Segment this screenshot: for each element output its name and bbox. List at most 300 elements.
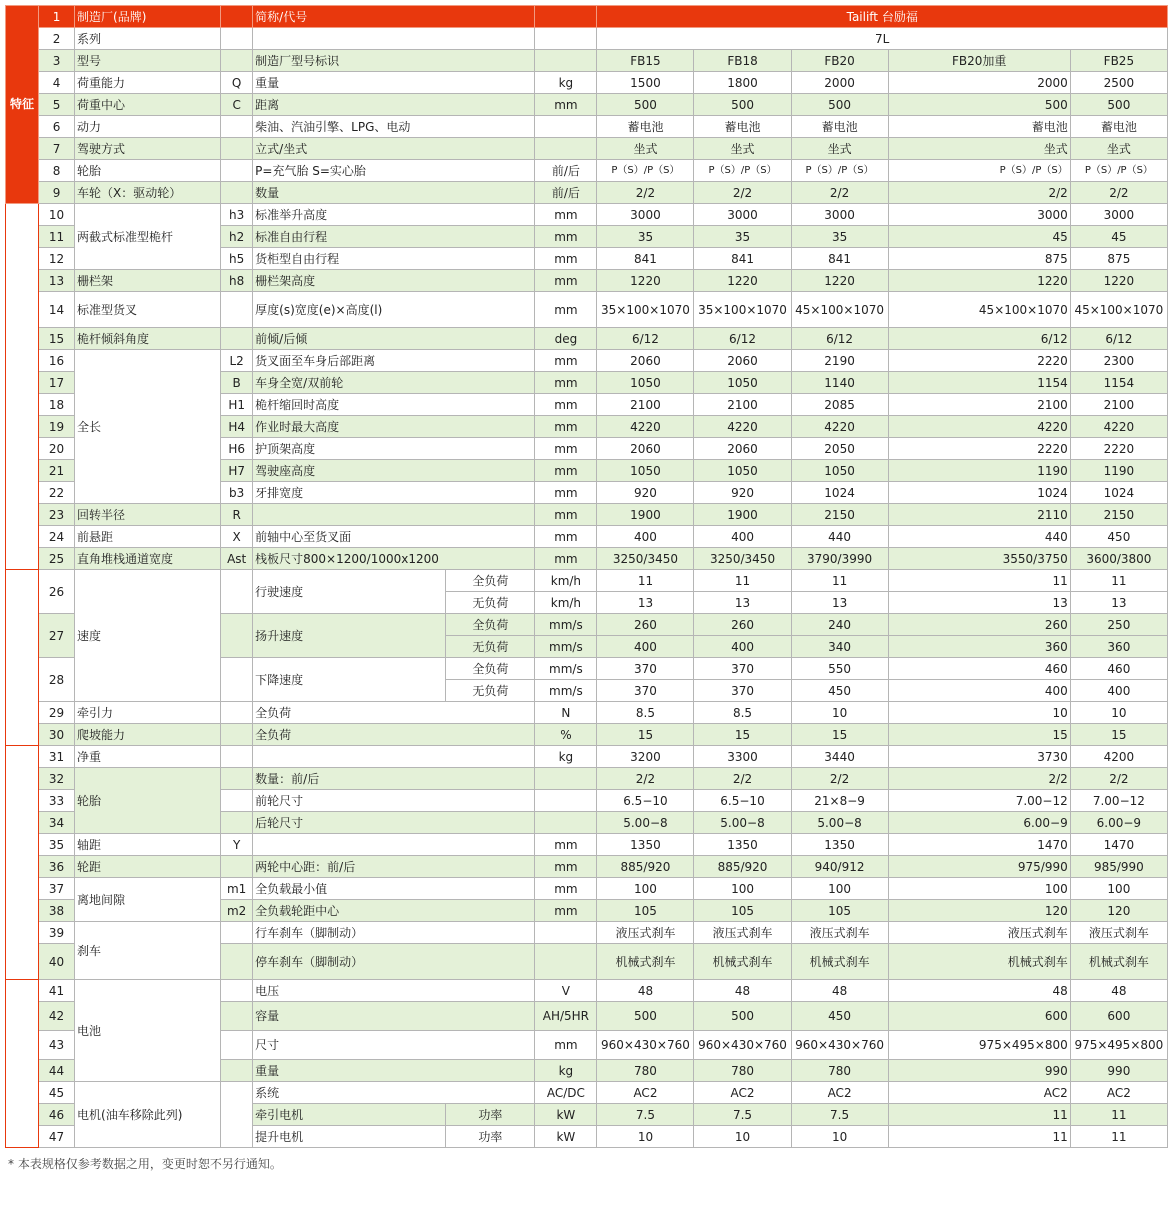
value-cell: 340: [791, 636, 888, 658]
row-name: 立式/坐式: [253, 138, 535, 160]
value-cell: 3250/3450: [694, 548, 791, 570]
table-cell: [221, 570, 253, 614]
section-label-performance: 性能: [6, 570, 39, 746]
table-row: [6, 350, 1168, 372]
table-row: [6, 526, 1168, 548]
row-code: [221, 702, 253, 724]
value-cell: 3000: [791, 204, 888, 226]
value-cell: 35×100×1070: [694, 292, 791, 328]
row-number: 9: [39, 182, 75, 204]
value-cell: 1154: [1070, 372, 1167, 394]
value-cell: 3000: [1070, 204, 1167, 226]
table-row: [6, 292, 1168, 328]
row-number: 42: [39, 1002, 75, 1031]
value-cell: 3250/3450: [597, 548, 694, 570]
row-code: [221, 328, 253, 350]
value-cell: 13: [888, 592, 1070, 614]
value-cell: 450: [791, 680, 888, 702]
value-cell: 450: [791, 1002, 888, 1031]
value-cell: 975×495×800: [1070, 1031, 1167, 1060]
value-cell: 2/2: [888, 768, 1070, 790]
value-cell: 400: [694, 526, 791, 548]
value-cell: 1470: [1070, 834, 1167, 856]
value-cell: 260: [694, 614, 791, 636]
value-cell: 100: [694, 878, 791, 900]
row-unit: kg: [535, 72, 597, 94]
value-cell: 3440: [791, 746, 888, 768]
spec-table: [5, 5, 1168, 1148]
value-cell: 2/2: [1070, 182, 1167, 204]
row-name: 电压: [253, 980, 535, 1002]
row-unit: mm: [535, 394, 597, 416]
value-cell: 975×495×800: [888, 1031, 1070, 1060]
row-code: [221, 922, 253, 944]
row-unit: mm: [535, 526, 597, 548]
value-cell: 960×430×760: [791, 1031, 888, 1060]
value-cell: 48: [1070, 980, 1167, 1002]
value-cell: 10: [791, 702, 888, 724]
model-name: FB20加重: [888, 50, 1070, 72]
value-cell: 600: [1070, 1002, 1167, 1031]
table-row: [6, 116, 1168, 138]
value-cell: 8.5: [694, 702, 791, 724]
row-number: 36: [39, 856, 75, 878]
value-cell: 440: [888, 526, 1070, 548]
table-row: [6, 922, 1168, 944]
table-cell: [535, 28, 597, 50]
value-cell: 蓄电池: [597, 116, 694, 138]
value-cell: 990: [1070, 1060, 1167, 1082]
value-cell: 105: [791, 900, 888, 922]
row-unit: kW: [535, 1126, 597, 1148]
row-unit: mm: [535, 438, 597, 460]
row-code: [221, 856, 253, 878]
value-cell: 1220: [791, 270, 888, 292]
value-cell: 2/2: [791, 182, 888, 204]
row-code: h8: [221, 270, 253, 292]
value-cell: 21×8−9: [791, 790, 888, 812]
row-code: R: [221, 504, 253, 526]
value-cell: 11: [888, 570, 1070, 592]
row-number: 30: [39, 724, 75, 746]
row-code: H1: [221, 394, 253, 416]
row-label: 荷重中心: [75, 94, 221, 116]
value-cell: 2/2: [1070, 768, 1167, 790]
row-name: 货叉面至车身后部距离: [253, 350, 535, 372]
row-code: Ast: [221, 548, 253, 570]
value-cell: 6.00−9: [1070, 812, 1167, 834]
value-cell: 10: [888, 702, 1070, 724]
table-row: [6, 548, 1168, 570]
value-cell: 液压式刹车: [597, 922, 694, 944]
table-row: [6, 768, 1168, 790]
row-code: [221, 116, 253, 138]
row-name: 货柜型自由行程: [253, 248, 535, 270]
value-cell: 11: [1070, 1104, 1167, 1126]
value-cell: 1350: [597, 834, 694, 856]
row-unit: [535, 922, 597, 944]
value-cell: 蓄电池: [888, 116, 1070, 138]
row-number: 13: [39, 270, 75, 292]
row-label: 电池: [75, 980, 221, 1082]
value-cell: 1050: [791, 460, 888, 482]
row-name: 标准举升高度: [253, 204, 535, 226]
row-name: 前轴中心至货叉面: [253, 526, 535, 548]
value-cell: 105: [597, 900, 694, 922]
value-cell: 1900: [694, 504, 791, 526]
row-unit: mm: [535, 292, 597, 328]
value-cell: 7.5: [791, 1104, 888, 1126]
value-cell: 坐式: [791, 138, 888, 160]
value-cell: 10: [694, 1126, 791, 1148]
row-code: H4: [221, 416, 253, 438]
row-unit: mm: [535, 350, 597, 372]
value-cell: 11: [888, 1104, 1070, 1126]
value-cell: 360: [888, 636, 1070, 658]
row-label: 型号: [75, 50, 221, 72]
row-unit: km/h: [535, 570, 597, 592]
value-cell: 5.00−8: [597, 812, 694, 834]
value-cell: 2110: [888, 504, 1070, 526]
value-cell: 120: [888, 900, 1070, 922]
value-cell: 370: [597, 680, 694, 702]
row-name: 前倾/后倾: [253, 328, 535, 350]
value-cell: 120: [1070, 900, 1167, 922]
value-cell: 460: [888, 658, 1070, 680]
row-code: [221, 746, 253, 768]
value-cell: 780: [597, 1060, 694, 1082]
value-cell: 1220: [888, 270, 1070, 292]
row-number: 43: [39, 1031, 75, 1060]
row-code: m2: [221, 900, 253, 922]
row-unit: mm: [535, 548, 597, 570]
value-cell: 2220: [888, 350, 1070, 372]
value-cell: AC2: [888, 1082, 1070, 1104]
value-cell: 920: [597, 482, 694, 504]
row-unit: mm: [535, 834, 597, 856]
value-cell: 4220: [1070, 416, 1167, 438]
row-label: 荷重能力: [75, 72, 221, 94]
value-cell: 10: [791, 1126, 888, 1148]
value-cell: 2190: [791, 350, 888, 372]
value-cell: 1050: [694, 372, 791, 394]
row-name: 重量: [253, 1060, 535, 1082]
value-cell: 2060: [597, 438, 694, 460]
value-cell: 15: [888, 724, 1070, 746]
value-cell: 780: [694, 1060, 791, 1082]
row-name: 驾驶座高度: [253, 460, 535, 482]
row-name: 桅杆缩回时高度: [253, 394, 535, 416]
row-number: 26: [39, 570, 75, 614]
value-cell: 500: [791, 94, 888, 116]
row-code: m1: [221, 878, 253, 900]
value-cell: 液压式刹车: [791, 922, 888, 944]
row-label: 两截式标准型桅杆: [75, 204, 221, 270]
row-unit: AH/5HR: [535, 1002, 597, 1031]
row-unit: [535, 790, 597, 812]
footnote: * 本表规格仅参考数据之用，变更时恕不另行通知。: [8, 1157, 282, 1171]
value-cell: 3600/3800: [1070, 548, 1167, 570]
row-label: 动力: [75, 116, 221, 138]
value-cell: 240: [791, 614, 888, 636]
value-cell: 440: [791, 526, 888, 548]
value-cell: 15: [694, 724, 791, 746]
value-cell: 蓄电池: [694, 116, 791, 138]
table-row: [6, 1082, 1168, 1104]
row-number: 34: [39, 812, 75, 834]
value-cell: 4220: [791, 416, 888, 438]
spec-table-body: [6, 6, 1168, 1148]
row-name: 行车刹车（脚制动）: [253, 922, 535, 944]
value-cell: 100: [597, 878, 694, 900]
row-name: [253, 504, 535, 526]
table-row: [6, 570, 1168, 592]
row-number: 46: [39, 1104, 75, 1126]
row-unit: mm/s: [535, 658, 597, 680]
row-unit: km/h: [535, 592, 597, 614]
table-row: [6, 72, 1168, 94]
row-number: 11: [39, 226, 75, 248]
row-label: 爬坡能力: [75, 724, 221, 746]
row-code: [221, 790, 253, 812]
row-unit: mm: [535, 270, 597, 292]
value-cell: 500: [694, 94, 791, 116]
row-code: [221, 1031, 253, 1060]
row-name: 停车刹车（脚制动）: [253, 944, 535, 980]
row-label: 回转半径: [75, 504, 221, 526]
row-label: 前悬距: [75, 526, 221, 548]
value-cell: 100: [888, 878, 1070, 900]
value-cell: 45: [1070, 226, 1167, 248]
row-number: 41: [39, 980, 75, 1002]
row-number: 1: [39, 6, 75, 28]
value-cell: 2/2: [888, 182, 1070, 204]
value-cell: 1190: [1070, 460, 1167, 482]
row-name: 全负荷: [253, 702, 535, 724]
value-cell: 15: [1070, 724, 1167, 746]
table-cell: [535, 6, 597, 28]
row-number: 47: [39, 1126, 75, 1148]
row-code: [221, 292, 253, 328]
value-cell: 2/2: [791, 768, 888, 790]
value-cell: 841: [791, 248, 888, 270]
table-row: [6, 138, 1168, 160]
value-cell: 10: [1070, 702, 1167, 724]
row-label: 电机(油车移除此列): [75, 1082, 221, 1148]
row-sub: 全负荷: [446, 614, 535, 636]
value-cell: 780: [791, 1060, 888, 1082]
value-cell: 45×100×1070: [1070, 292, 1167, 328]
row-number: 33: [39, 790, 75, 812]
row-number: 32: [39, 768, 75, 790]
value-cell: 500: [694, 1002, 791, 1031]
section-label-drive: 驱动: [6, 980, 39, 1148]
row-unit: mm/s: [535, 636, 597, 658]
value-cell: 2500: [1070, 72, 1167, 94]
value-cell: 885/920: [597, 856, 694, 878]
value-cell: 7.00−12: [1070, 790, 1167, 812]
value-cell: 500: [1070, 94, 1167, 116]
table-row: [6, 504, 1168, 526]
row-code: [221, 1002, 253, 1031]
row-name: 扬升速度: [253, 614, 446, 658]
table-cell: [221, 1082, 253, 1148]
value-cell: 2060: [597, 350, 694, 372]
row-number: 19: [39, 416, 75, 438]
value-cell: 5.00−8: [694, 812, 791, 834]
row-sub: 全负荷: [446, 658, 535, 680]
value-cell: 机械式刹车: [694, 944, 791, 980]
value-cell: 400: [694, 636, 791, 658]
row-number: 25: [39, 548, 75, 570]
row-name: 车身全宽/双前轮: [253, 372, 535, 394]
value-cell: 1050: [597, 460, 694, 482]
value-cell: 500: [597, 94, 694, 116]
value-cell: 11: [694, 570, 791, 592]
value-cell: 蓄电池: [791, 116, 888, 138]
row-name: [253, 834, 535, 856]
row-sub: 全负荷: [446, 570, 535, 592]
value-cell: 100: [1070, 878, 1167, 900]
value-cell: 2300: [1070, 350, 1167, 372]
row-label: 净重: [75, 746, 221, 768]
value-cell: 2150: [1070, 504, 1167, 526]
row-code: H7: [221, 460, 253, 482]
row-name: 标准自由行程: [253, 226, 535, 248]
row-label: 轮距: [75, 856, 221, 878]
row-unit: mm: [535, 248, 597, 270]
row-name: 重量: [253, 72, 535, 94]
value-cell: 15: [791, 724, 888, 746]
table-row: [6, 746, 1168, 768]
row-code: [221, 1060, 253, 1082]
table-cell: [221, 658, 253, 702]
row-label: 车轮（X：驱动轮）: [75, 182, 221, 204]
value-cell: 460: [1070, 658, 1167, 680]
row-unit: [535, 116, 597, 138]
value-cell: 3790/3990: [791, 548, 888, 570]
value-cell: 11: [1070, 1126, 1167, 1148]
value-cell: 5.00−8: [791, 812, 888, 834]
value-cell: 7.5: [597, 1104, 694, 1126]
value-cell: 1350: [791, 834, 888, 856]
value-cell: 370: [694, 658, 791, 680]
row-name: 前轮尺寸: [253, 790, 535, 812]
row-label: 离地间隙: [75, 878, 221, 922]
value-cell: 1220: [1070, 270, 1167, 292]
value-cell: 机械式刹车: [888, 944, 1070, 980]
row-unit: mm: [535, 226, 597, 248]
value-cell: 2/2: [694, 768, 791, 790]
row-name: 数量：前/后: [253, 768, 535, 790]
row-code: [221, 160, 253, 182]
value-cell: 875: [1070, 248, 1167, 270]
row-unit: kg: [535, 1060, 597, 1082]
row-name: 作业时最大高度: [253, 416, 535, 438]
value-cell: 370: [694, 680, 791, 702]
value-cell: 3550/3750: [888, 548, 1070, 570]
value-cell: 3300: [694, 746, 791, 768]
table-row: [6, 204, 1168, 226]
value-cell: 机械式刹车: [791, 944, 888, 980]
value-cell: 985/990: [1070, 856, 1167, 878]
value-cell: 坐式: [1070, 138, 1167, 160]
table-row: [6, 856, 1168, 878]
row-unit: mm: [535, 504, 597, 526]
row-unit: mm: [535, 900, 597, 922]
value-cell: 2/2: [597, 768, 694, 790]
row-number: 40: [39, 944, 75, 980]
row-sub: 功率: [446, 1104, 535, 1126]
value-cell: 2060: [694, 438, 791, 460]
value-cell: 400: [1070, 680, 1167, 702]
row-unit: [535, 944, 597, 980]
row-code: h5: [221, 248, 253, 270]
value-cell: AC2: [597, 1082, 694, 1104]
row-name: 下降速度: [253, 658, 446, 702]
value-cell: 11: [888, 1126, 1070, 1148]
value-cell: 260: [888, 614, 1070, 636]
row-code: Q: [221, 72, 253, 94]
row-code: B: [221, 372, 253, 394]
row-name: 全负载最小值: [253, 878, 535, 900]
row-unit: mm: [535, 204, 597, 226]
value-cell: 400: [597, 526, 694, 548]
row-number: 10: [39, 204, 75, 226]
row-code: [221, 724, 253, 746]
row-label: 轮胎: [75, 160, 221, 182]
row-number: 16: [39, 350, 75, 372]
value-cell: 液压式刹车: [694, 922, 791, 944]
row-number: 5: [39, 94, 75, 116]
value-cell: 2220: [1070, 438, 1167, 460]
table-cell: [221, 50, 253, 72]
value-cell: 250: [1070, 614, 1167, 636]
value-cell: 4220: [694, 416, 791, 438]
value-cell: 6/12: [597, 328, 694, 350]
row-number: 20: [39, 438, 75, 460]
value-cell: 920: [694, 482, 791, 504]
value-cell: 1050: [597, 372, 694, 394]
model-name: FB20: [791, 50, 888, 72]
row-number: 31: [39, 746, 75, 768]
value-cell: 6.5−10: [694, 790, 791, 812]
row-name: 牵引电机: [253, 1104, 446, 1126]
row-label: 牵引力: [75, 702, 221, 724]
row-name: 行驶速度: [253, 570, 446, 614]
row-label: 轮胎: [75, 768, 221, 834]
row-name: 容量: [253, 1002, 535, 1031]
value-cell: 6.00−9: [888, 812, 1070, 834]
row-name: 栅栏架高度: [253, 270, 535, 292]
row-code: Y: [221, 834, 253, 856]
row-number: 35: [39, 834, 75, 856]
table-cell: [221, 614, 253, 658]
value-cell: 1154: [888, 372, 1070, 394]
row-code: [221, 812, 253, 834]
row-number: 6: [39, 116, 75, 138]
value-cell: 机械式刹车: [1070, 944, 1167, 980]
row-number: 17: [39, 372, 75, 394]
row-number: 14: [39, 292, 75, 328]
value-cell: 1220: [694, 270, 791, 292]
row-number: 44: [39, 1060, 75, 1082]
table-row: [6, 94, 1168, 116]
value-cell: 3730: [888, 746, 1070, 768]
value-cell: 6/12: [694, 328, 791, 350]
row-code: b3: [221, 482, 253, 504]
value-cell: 13: [791, 592, 888, 614]
